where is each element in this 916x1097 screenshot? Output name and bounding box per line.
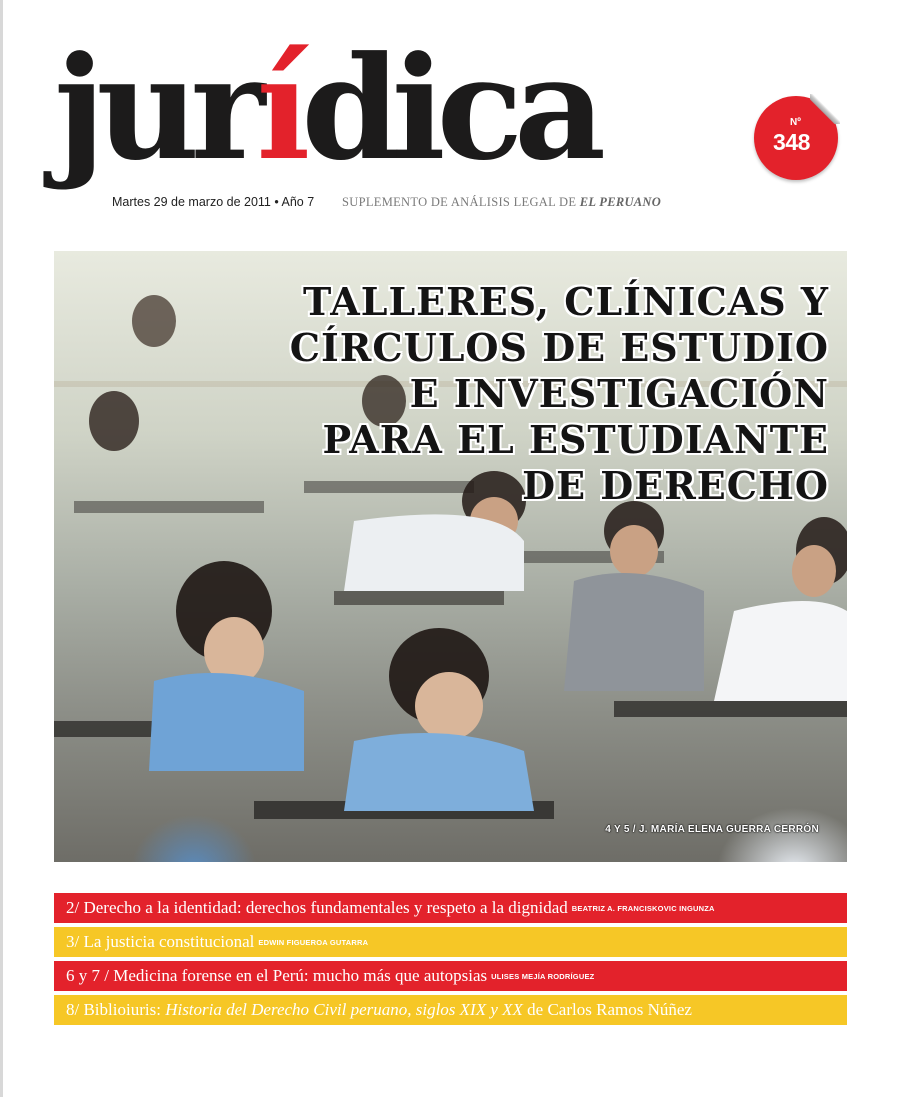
toc-item[interactable] xyxy=(54,961,847,991)
logo-accent: í xyxy=(256,26,302,192)
headline-line: DE DERECHO xyxy=(522,463,829,508)
headline-line: E INVESTIGACIÓN xyxy=(409,371,829,416)
dateline: Martes 29 de marzo de 2011 • Año 7 xyxy=(112,195,315,209)
page-edge xyxy=(0,0,3,1097)
toc-item-title-suffix: de Carlos Ramos Núñez xyxy=(522,1000,692,1019)
cover-headline xyxy=(290,279,829,509)
logo-suffix: dica xyxy=(301,26,598,192)
toc-item[interactable] xyxy=(54,927,847,957)
logo-prefix: jur xyxy=(54,26,257,192)
page-curl-icon xyxy=(810,94,840,124)
toc-item-author: BEATRIZ A. FRANCISKOVIC INGUNZA xyxy=(571,903,715,913)
table-of-contents xyxy=(54,893,847,1029)
logo xyxy=(54,26,598,192)
toc-item-book-title: Historia del Derecho Civil peruano, siglos XIX y XX xyxy=(165,1000,523,1019)
toc-item-title: 2/ Derecho a la identidad: derechos fundamentales y respeto a la dignidad xyxy=(66,898,568,917)
toc-item-title: 3/ La justicia constitucional xyxy=(66,932,255,951)
cover-photo xyxy=(54,251,847,862)
headline-line: CÍRCULOS DE ESTUDIO xyxy=(289,325,829,370)
toc-item-author: ULISES MEJÍA RODRÍGUEZ xyxy=(491,971,595,981)
headline-line: TALLERES, CLÍNICAS Y xyxy=(303,279,829,324)
masthead xyxy=(54,26,714,209)
toc-item[interactable] xyxy=(54,995,847,1025)
issue-label: Nº xyxy=(790,117,801,128)
toc-item[interactable] xyxy=(54,893,847,923)
tagline xyxy=(342,195,661,210)
toc-item-author: EDWIN FIGUEROA GUTARRA xyxy=(258,937,369,947)
photo-credit: 4 Y 5 / J. MARÍA ELENA GUERRA CERRÓN xyxy=(605,824,819,835)
tagline-prefix: SUPLEMENTO DE ANÁLISIS LEGAL DE xyxy=(342,195,580,209)
toc-item-title: 6 y 7 / Medicina forense en el Perú: mucho más que autopsias xyxy=(66,966,488,985)
toc-item-title-prefix: 8/ Biblioiuris: xyxy=(66,1000,166,1019)
issue-badge xyxy=(754,96,838,180)
issue-number: 348 xyxy=(773,129,810,155)
tagline-brand: EL PERUANO xyxy=(579,195,662,209)
headline-line: PARA EL ESTUDIANTE xyxy=(322,417,829,462)
toc-item-title xyxy=(66,1000,692,1020)
